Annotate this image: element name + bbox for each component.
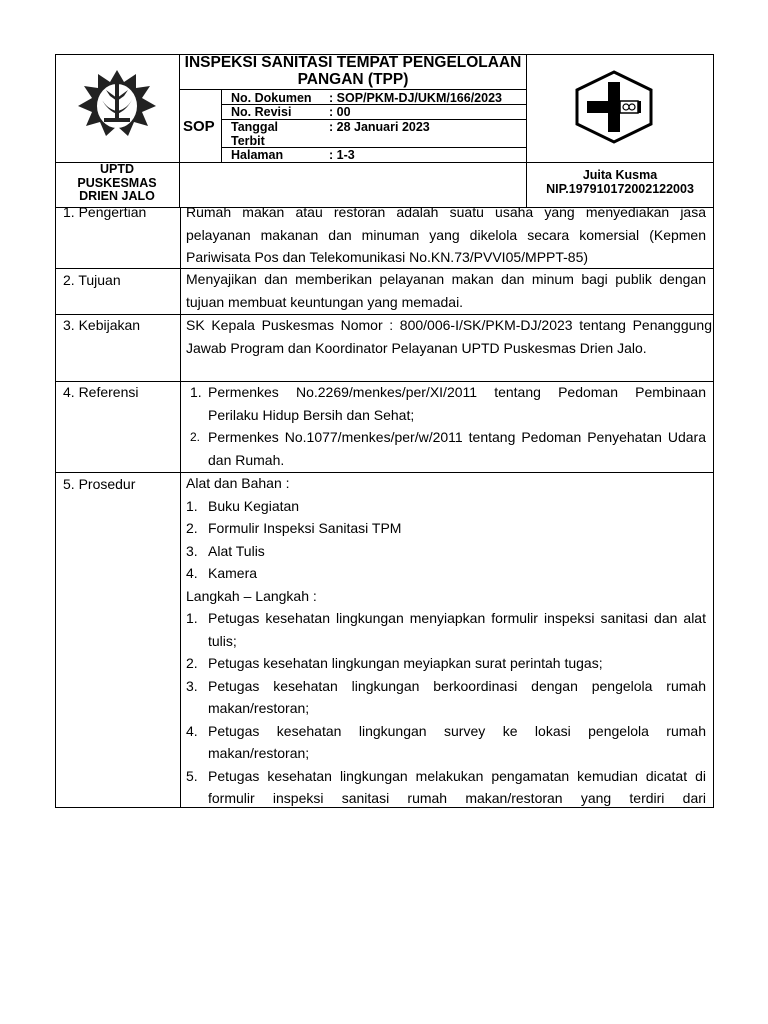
meta-page-value: : 1-3 [329, 148, 355, 162]
list-item [186, 540, 706, 563]
meta-doc-number-label: No. Dokumen [231, 91, 312, 105]
section-content-prosedur [186, 472, 706, 810]
meta-date-value: : 28 Januari 2023 [329, 120, 430, 134]
list-item [186, 720, 706, 765]
list-item [186, 495, 706, 518]
list-text: Petugas kesehatan lingkungan meyiapkan surat perintah tugas; [208, 655, 603, 671]
sop-label: SOP [183, 118, 215, 135]
list-text: Buku Kegiatan [208, 497, 300, 514]
list-number: 5. [186, 767, 198, 784]
langkah-heading: Langkah – Langkah : [186, 587, 317, 604]
list-text: Permenkes No.2269/menkes/per/XI/2011 tentang Pedoman Pembinaan Perilaku Hidup Bersih dan Sehat; [208, 384, 706, 423]
kebijakan-paragraph: SK Kepala Puskesmas Nomor : 800/006-I/SK/PKM-DJ/2023 tentang Penanggung Jawab Program dan Koordinator Pelayanan UPTD Puskesmas Drien Jalo. [186, 317, 712, 356]
list-item [186, 562, 706, 585]
list-item [186, 381, 706, 426]
signatory-nip: NIP.197910172002122003 [546, 182, 694, 196]
document-title: INSPEKSI SANITASI TEMPAT PENGELOLAAN PANGAN (TPP) [184, 54, 522, 88]
signatory-name: Juita Kusma [582, 168, 658, 182]
alat-heading: Alat dan Bahan : [186, 475, 290, 491]
list-item [186, 426, 706, 471]
pengertian-paragraph: Rumah makan atau restoran adalah suatu usaha yang menyediakan jasa pelayanan makanan dan minuman yang dikelola secara komersial (Kepmen Pariwisata Pos dan Telekomunikasi No.KN.73/PVVI05/MPPT-85) [186, 204, 706, 265]
meta-revision-value: : 00 [329, 105, 351, 119]
list-item [186, 607, 706, 652]
list-text: Formulir Inspeksi Sanitasi TPM [208, 520, 402, 536]
puskesmas-logo [76, 68, 158, 138]
list-number: 3. [186, 677, 198, 694]
list-number: 2. [190, 430, 201, 444]
section-label-prosedur: 5. Prosedur [63, 476, 136, 492]
list-text: Alat Tulis [208, 542, 265, 559]
list-text: Petugas kesehatan lingkungan berkoordinasi dengan pengelola rumah makan/restoran; [208, 677, 706, 716]
section-label-kebijakan: 3. Kebijakan [63, 317, 141, 333]
health-cross-logo [571, 68, 657, 144]
list-number: 4. [186, 722, 198, 739]
section-text-pengertian [186, 201, 706, 269]
meta-date-label: Tanggal Terbit [231, 120, 278, 148]
list-number: 4. [186, 565, 198, 581]
list-text: Kamera [208, 565, 258, 581]
tujuan-paragraph: Menyajikan dan memberikan pelayanan makan dan minum bagi publik dengan tujuan membuat keuntungan yang memadai. [186, 271, 706, 310]
list-number: 3. [186, 542, 198, 559]
list-number: 2. [186, 655, 198, 671]
list-number: 1. [186, 610, 198, 626]
list-item [186, 517, 706, 540]
meta-page-label: Halaman [231, 148, 284, 162]
section-text-kebijakan [186, 314, 712, 359]
list-number: 1. [190, 384, 202, 400]
list-text: Permenkes No.1077/menkes/per/w/2011 tentang Pedoman Penyehatan Udara dan Rumah. [208, 429, 706, 468]
list-item [186, 765, 706, 810]
list-item [186, 652, 706, 675]
list-number: 2. [186, 520, 198, 536]
section-text-tujuan [186, 268, 706, 313]
meta-doc-number-value: : SOP/PKM-DJ/UKM/166/2023 [329, 91, 502, 105]
section-list-referensi [186, 381, 706, 471]
list-item [186, 675, 706, 720]
section-label-tujuan: 2. Tujuan [63, 272, 121, 288]
unit-name: UPTD PUSKESMAS DRIEN JALO [77, 162, 157, 203]
list-text: Petugas kesehatan lingkungan melakukan pengamatan kemudian dicatat di formulir inspeksi sanitasi rumah makan/restoran yang terdiri dari [208, 767, 706, 806]
list-text: Petugas kesehatan lingkungan survey ke lokasi pengelola rumah makan/restoran; [208, 722, 706, 761]
section-label-referensi: 4. Referensi [63, 384, 139, 400]
section-label-pengertian: 1. Pengertian [63, 204, 147, 220]
meta-revision-label: No. Revisi [231, 105, 292, 119]
list-number: 1. [186, 497, 198, 514]
list-text: Petugas kesehatan lingkungan menyiapkan formulir inspeksi sanitasi dan alat tulis; [208, 610, 706, 649]
